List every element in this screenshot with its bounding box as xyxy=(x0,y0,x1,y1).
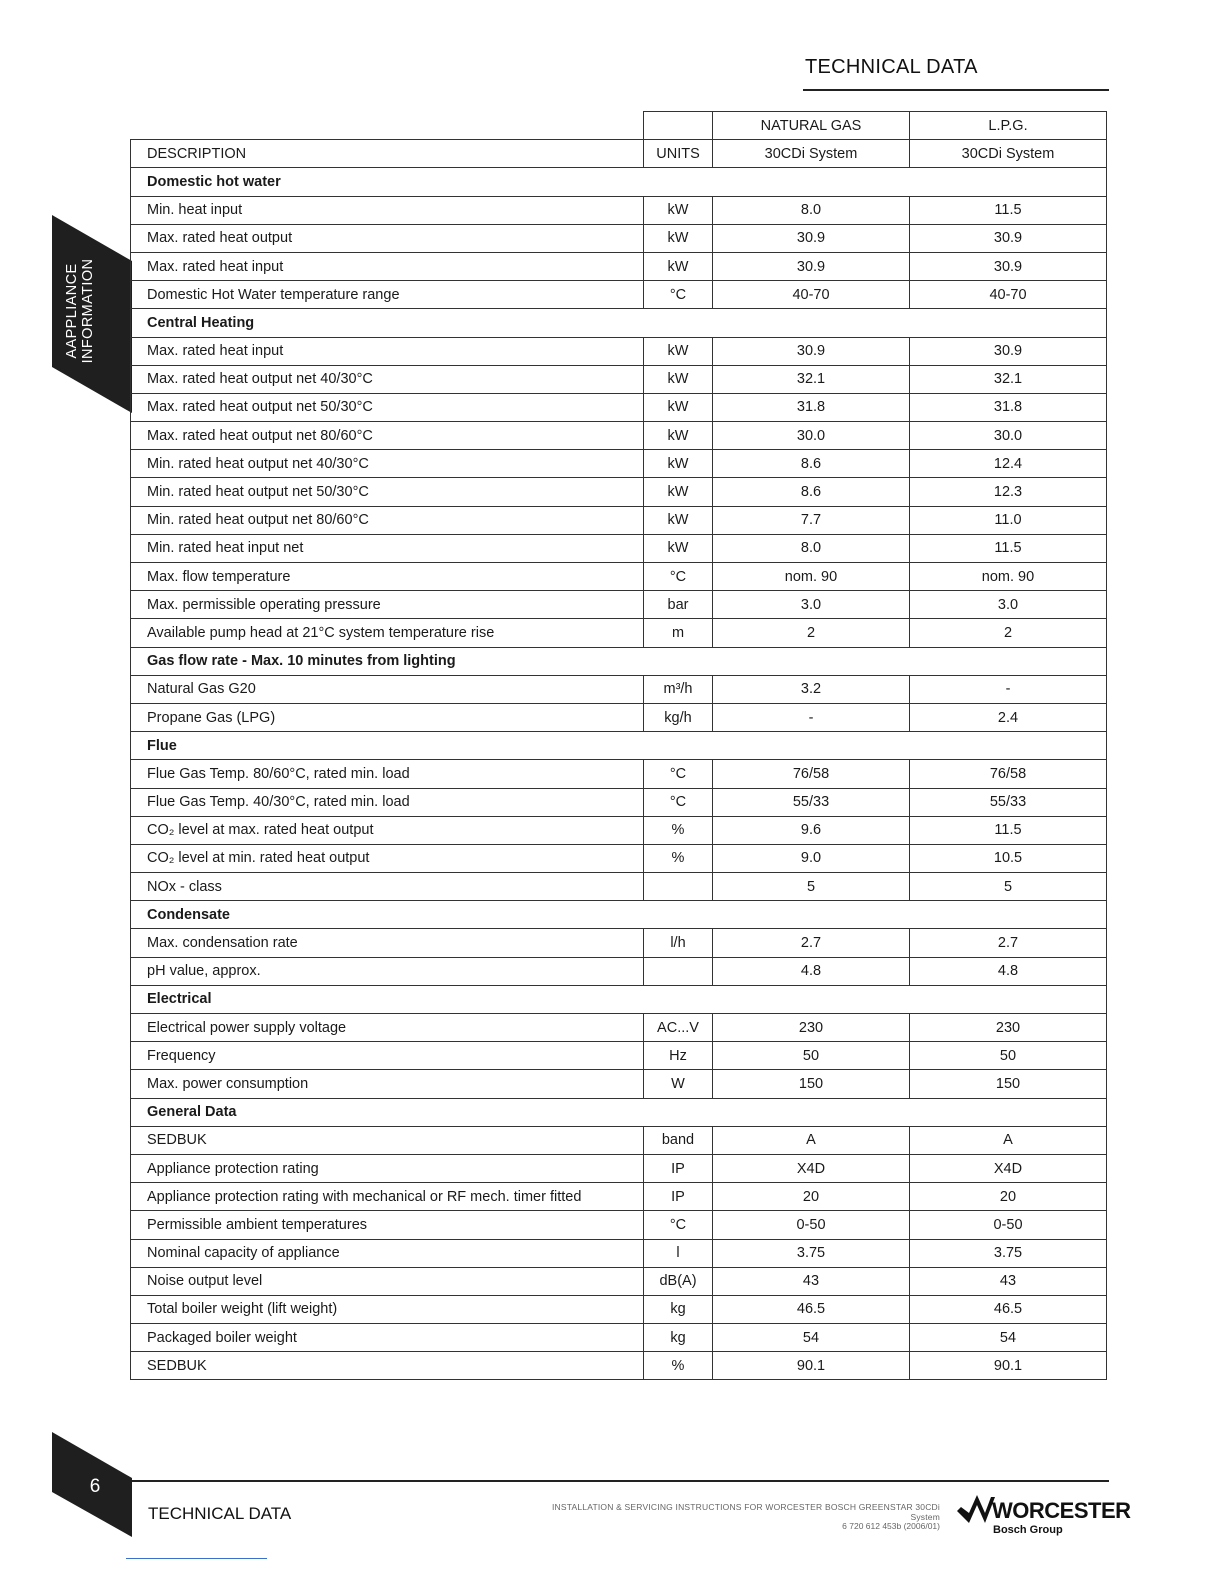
row-value-lpg: 12.3 xyxy=(910,478,1107,506)
table-row xyxy=(131,591,1107,619)
row-value-natural-gas: 30.9 xyxy=(713,224,910,252)
section-heading: Domestic hot water xyxy=(131,168,1107,196)
row-description: Min. heat input xyxy=(131,196,644,224)
row-value-natural-gas: 30.9 xyxy=(713,337,910,365)
bottom-link-underline xyxy=(126,1558,267,1559)
row-value-lpg: 11.5 xyxy=(910,196,1107,224)
table-row xyxy=(131,281,1107,309)
row-value-natural-gas: 76/58 xyxy=(713,760,910,788)
row-description: Frequency xyxy=(131,1042,644,1070)
row-value-lpg: 2.7 xyxy=(910,929,1107,957)
row-description: Min. rated heat output net 80/60°C xyxy=(131,506,644,534)
row-value-natural-gas: 30.9 xyxy=(713,252,910,280)
table-row xyxy=(131,873,1107,901)
row-value-lpg: A xyxy=(910,1126,1107,1154)
row-description: Min. rated heat input net xyxy=(131,534,644,562)
row-description: Min. rated heat output net 50/30°C xyxy=(131,478,644,506)
row-unit: °C xyxy=(644,1211,713,1239)
footer-document-code: 6 720 612 453b (2006/01) xyxy=(842,1521,940,1531)
row-unit: W xyxy=(644,1070,713,1098)
row-unit: Hz xyxy=(644,1042,713,1070)
row-unit: IP xyxy=(644,1183,713,1211)
table-row xyxy=(131,1211,1107,1239)
row-value-natural-gas: 43 xyxy=(713,1267,910,1295)
row-value-natural-gas: 3.0 xyxy=(713,591,910,619)
row-value-lpg: 2 xyxy=(910,619,1107,647)
row-value-natural-gas: 20 xyxy=(713,1183,910,1211)
col-group-natural-gas: NATURAL GAS xyxy=(713,112,910,140)
row-description: Domestic Hot Water temperature range xyxy=(131,281,644,309)
table-row xyxy=(131,788,1107,816)
row-description: Max. rated heat input xyxy=(131,252,644,280)
table-row xyxy=(131,365,1107,393)
row-value-lpg: 43 xyxy=(910,1267,1107,1295)
table-section-row xyxy=(131,1098,1107,1126)
table-row xyxy=(131,1070,1107,1098)
row-unit: °C xyxy=(644,760,713,788)
table-row xyxy=(131,1267,1107,1295)
row-unit: % xyxy=(644,844,713,872)
side-tab-line-2: INFORMATION xyxy=(80,258,96,364)
row-description: CO₂ level at min. rated heat output xyxy=(131,844,644,872)
table-row xyxy=(131,450,1107,478)
table-section-row xyxy=(131,732,1107,760)
table-header-row xyxy=(131,140,1107,168)
row-value-natural-gas: 150 xyxy=(713,1070,910,1098)
row-unit xyxy=(644,957,713,985)
row-value-lpg: 30.9 xyxy=(910,337,1107,365)
table-row xyxy=(131,844,1107,872)
row-description: Flue Gas Temp. 80/60°C, rated min. load xyxy=(131,760,644,788)
table-row xyxy=(131,506,1107,534)
page-title: TECHNICAL DATA xyxy=(805,56,978,78)
row-value-natural-gas: 40-70 xyxy=(713,281,910,309)
row-description: Packaged boiler weight xyxy=(131,1324,644,1352)
row-value-natural-gas: nom. 90 xyxy=(713,563,910,591)
table-row xyxy=(131,703,1107,731)
side-tab-label xyxy=(64,246,96,376)
side-tab-line-1: AAPPLIANCE xyxy=(64,263,80,359)
row-description: Noise output level xyxy=(131,1267,644,1295)
row-value-natural-gas: 32.1 xyxy=(713,365,910,393)
row-description: Min. rated heat output net 40/30°C xyxy=(131,450,644,478)
row-value-lpg: 11.0 xyxy=(910,506,1107,534)
row-value-lpg: 90.1 xyxy=(910,1352,1107,1380)
row-unit: band xyxy=(644,1126,713,1154)
section-heading: Electrical xyxy=(131,985,1107,1013)
row-description: Max. rated heat output net 80/60°C xyxy=(131,422,644,450)
table-row xyxy=(131,619,1107,647)
table-row xyxy=(131,478,1107,506)
table-row xyxy=(131,534,1107,562)
row-value-natural-gas: 8.6 xyxy=(713,450,910,478)
footer-instructions: INSTALLATION & SERVICING INSTRUCTIONS FOR WORCESTER BOSCH GREENSTAR 30CDi System xyxy=(551,1502,940,1522)
header-model-lpg: 30CDi System xyxy=(910,140,1107,168)
row-value-natural-gas: 90.1 xyxy=(713,1352,910,1380)
row-unit: l xyxy=(644,1239,713,1267)
row-value-lpg: 150 xyxy=(910,1070,1107,1098)
row-unit xyxy=(644,873,713,901)
row-unit: kW xyxy=(644,506,713,534)
row-value-natural-gas: 55/33 xyxy=(713,788,910,816)
row-value-lpg: X4D xyxy=(910,1154,1107,1182)
row-value-lpg: 2.4 xyxy=(910,703,1107,731)
row-description: pH value, approx. xyxy=(131,957,644,985)
table-section-row xyxy=(131,168,1107,196)
row-value-lpg: 50 xyxy=(910,1042,1107,1070)
row-unit: °C xyxy=(644,563,713,591)
table-section-row xyxy=(131,985,1107,1013)
row-value-lpg: 31.8 xyxy=(910,393,1107,421)
row-value-natural-gas: 9.0 xyxy=(713,844,910,872)
row-value-natural-gas: 9.6 xyxy=(713,816,910,844)
row-value-lpg: 5 xyxy=(910,873,1107,901)
table-row xyxy=(131,1183,1107,1211)
row-unit: kW xyxy=(644,365,713,393)
table-row xyxy=(131,1042,1107,1070)
page-number: 6 xyxy=(89,1476,101,1497)
row-description: Natural Gas G20 xyxy=(131,675,644,703)
table-row xyxy=(131,957,1107,985)
row-value-natural-gas: 8.6 xyxy=(713,478,910,506)
row-unit: kW xyxy=(644,393,713,421)
row-value-lpg: 30.9 xyxy=(910,252,1107,280)
section-heading: Flue xyxy=(131,732,1107,760)
row-value-lpg: 54 xyxy=(910,1324,1107,1352)
row-unit: m xyxy=(644,619,713,647)
row-value-natural-gas: 4.8 xyxy=(713,957,910,985)
table-row xyxy=(131,816,1107,844)
header-rule xyxy=(803,89,1109,91)
row-value-natural-gas: 3.2 xyxy=(713,675,910,703)
row-unit: °C xyxy=(644,281,713,309)
row-value-lpg: 46.5 xyxy=(910,1295,1107,1323)
row-value-lpg: 3.0 xyxy=(910,591,1107,619)
row-value-natural-gas: 8.0 xyxy=(713,196,910,224)
row-unit: l/h xyxy=(644,929,713,957)
row-description: SEDBUK xyxy=(131,1126,644,1154)
row-value-lpg: 32.1 xyxy=(910,365,1107,393)
row-unit: bar xyxy=(644,591,713,619)
footer-section-title: TECHNICAL DATA xyxy=(148,1504,292,1523)
row-value-lpg: 230 xyxy=(910,1014,1107,1042)
brand-name: WORCESTER xyxy=(992,1498,1131,1523)
row-value-lpg: 3.75 xyxy=(910,1239,1107,1267)
table-row xyxy=(131,760,1107,788)
row-description: Flue Gas Temp. 40/30°C, rated min. load xyxy=(131,788,644,816)
row-description: Max. rated heat output net 40/30°C xyxy=(131,365,644,393)
col-group-lpg: L.P.G. xyxy=(910,112,1107,140)
row-value-natural-gas: 31.8 xyxy=(713,393,910,421)
row-description: Available pump head at 21°C system temperature rise xyxy=(131,619,644,647)
table-row xyxy=(131,1126,1107,1154)
row-value-lpg: 12.4 xyxy=(910,450,1107,478)
table-row xyxy=(131,196,1107,224)
row-unit: kW xyxy=(644,450,713,478)
row-unit: kW xyxy=(644,337,713,365)
section-heading: General Data xyxy=(131,1098,1107,1126)
row-value-natural-gas: 8.0 xyxy=(713,534,910,562)
row-value-lpg: 10.5 xyxy=(910,844,1107,872)
table-section-row xyxy=(131,647,1107,675)
table-row xyxy=(131,393,1107,421)
row-description: Propane Gas (LPG) xyxy=(131,703,644,731)
row-description: CO₂ level at max. rated heat output xyxy=(131,816,644,844)
row-description: Max. condensation rate xyxy=(131,929,644,957)
table-group-header-row xyxy=(131,112,1107,140)
row-value-natural-gas: 7.7 xyxy=(713,506,910,534)
table-section-row xyxy=(131,309,1107,337)
row-value-natural-gas: - xyxy=(713,703,910,731)
section-heading: Gas flow rate - Max. 10 minutes from lighting xyxy=(131,647,1107,675)
table-row xyxy=(131,1324,1107,1352)
row-description: Max. rated heat output xyxy=(131,224,644,252)
row-value-lpg: 0-50 xyxy=(910,1211,1107,1239)
header-description: DESCRIPTION xyxy=(131,140,644,168)
row-value-natural-gas: 50 xyxy=(713,1042,910,1070)
row-description: Max. rated heat input xyxy=(131,337,644,365)
brand-subtitle: Bosch Group xyxy=(993,1524,1063,1536)
table-row xyxy=(131,563,1107,591)
row-description: Total boiler weight (lift weight) xyxy=(131,1295,644,1323)
row-value-natural-gas: 2 xyxy=(713,619,910,647)
table-row xyxy=(131,1014,1107,1042)
table-row xyxy=(131,1352,1107,1380)
table-row xyxy=(131,1154,1107,1182)
row-description: Max. power consumption xyxy=(131,1070,644,1098)
table-section-row xyxy=(131,901,1107,929)
row-description: Nominal capacity of appliance xyxy=(131,1239,644,1267)
row-description: Electrical power supply voltage xyxy=(131,1014,644,1042)
table-row xyxy=(131,929,1107,957)
row-unit: °C xyxy=(644,788,713,816)
table-row xyxy=(131,422,1107,450)
row-value-natural-gas: 230 xyxy=(713,1014,910,1042)
table-row xyxy=(131,1295,1107,1323)
technical-data-table xyxy=(130,111,1107,1380)
row-value-natural-gas: 0-50 xyxy=(713,1211,910,1239)
table-row xyxy=(131,675,1107,703)
row-value-natural-gas: A xyxy=(713,1126,910,1154)
footer-rule xyxy=(130,1480,1109,1482)
row-unit: kW xyxy=(644,478,713,506)
row-description: Max. permissible operating pressure xyxy=(131,591,644,619)
row-unit: % xyxy=(644,816,713,844)
row-unit: AC...V xyxy=(644,1014,713,1042)
row-description: Max. flow temperature xyxy=(131,563,644,591)
row-value-lpg: 30.0 xyxy=(910,422,1107,450)
header-model-natural-gas: 30CDi System xyxy=(713,140,910,168)
row-description: Appliance protection rating xyxy=(131,1154,644,1182)
row-value-natural-gas: 3.75 xyxy=(713,1239,910,1267)
row-value-lpg: 4.8 xyxy=(910,957,1107,985)
row-value-natural-gas: 2.7 xyxy=(713,929,910,957)
row-unit: kW xyxy=(644,252,713,280)
table-row xyxy=(131,337,1107,365)
row-value-lpg: 30.9 xyxy=(910,224,1107,252)
table-row xyxy=(131,252,1107,280)
section-heading: Central Heating xyxy=(131,309,1107,337)
section-heading: Condensate xyxy=(131,901,1107,929)
row-value-lpg: 11.5 xyxy=(910,816,1107,844)
row-value-lpg: 11.5 xyxy=(910,534,1107,562)
row-unit: kg/h xyxy=(644,703,713,731)
row-value-lpg: - xyxy=(910,675,1107,703)
row-unit: kg xyxy=(644,1295,713,1323)
row-description: NOx - class xyxy=(131,873,644,901)
row-description: Appliance protection rating with mechanical or RF mech. timer fitted xyxy=(131,1183,644,1211)
header-units: UNITS xyxy=(644,140,713,168)
row-unit: kW xyxy=(644,422,713,450)
row-unit: % xyxy=(644,1352,713,1380)
row-value-natural-gas: 30.0 xyxy=(713,422,910,450)
row-value-natural-gas: 46.5 xyxy=(713,1295,910,1323)
row-value-natural-gas: 54 xyxy=(713,1324,910,1352)
row-value-lpg: nom. 90 xyxy=(910,563,1107,591)
row-description: Permissible ambient temperatures xyxy=(131,1211,644,1239)
row-unit: kW xyxy=(644,224,713,252)
row-value-natural-gas: 5 xyxy=(713,873,910,901)
row-value-lpg: 20 xyxy=(910,1183,1107,1211)
table-row xyxy=(131,224,1107,252)
row-description: Max. rated heat output net 50/30°C xyxy=(131,393,644,421)
row-unit: kW xyxy=(644,534,713,562)
row-unit: kg xyxy=(644,1324,713,1352)
row-unit: kW xyxy=(644,196,713,224)
row-value-natural-gas: X4D xyxy=(713,1154,910,1182)
row-description: SEDBUK xyxy=(131,1352,644,1380)
row-unit: IP xyxy=(644,1154,713,1182)
row-value-lpg: 55/33 xyxy=(910,788,1107,816)
table-row xyxy=(131,1239,1107,1267)
row-value-lpg: 76/58 xyxy=(910,760,1107,788)
row-value-lpg: 40-70 xyxy=(910,281,1107,309)
row-unit: dB(A) xyxy=(644,1267,713,1295)
row-unit: m³/h xyxy=(644,675,713,703)
